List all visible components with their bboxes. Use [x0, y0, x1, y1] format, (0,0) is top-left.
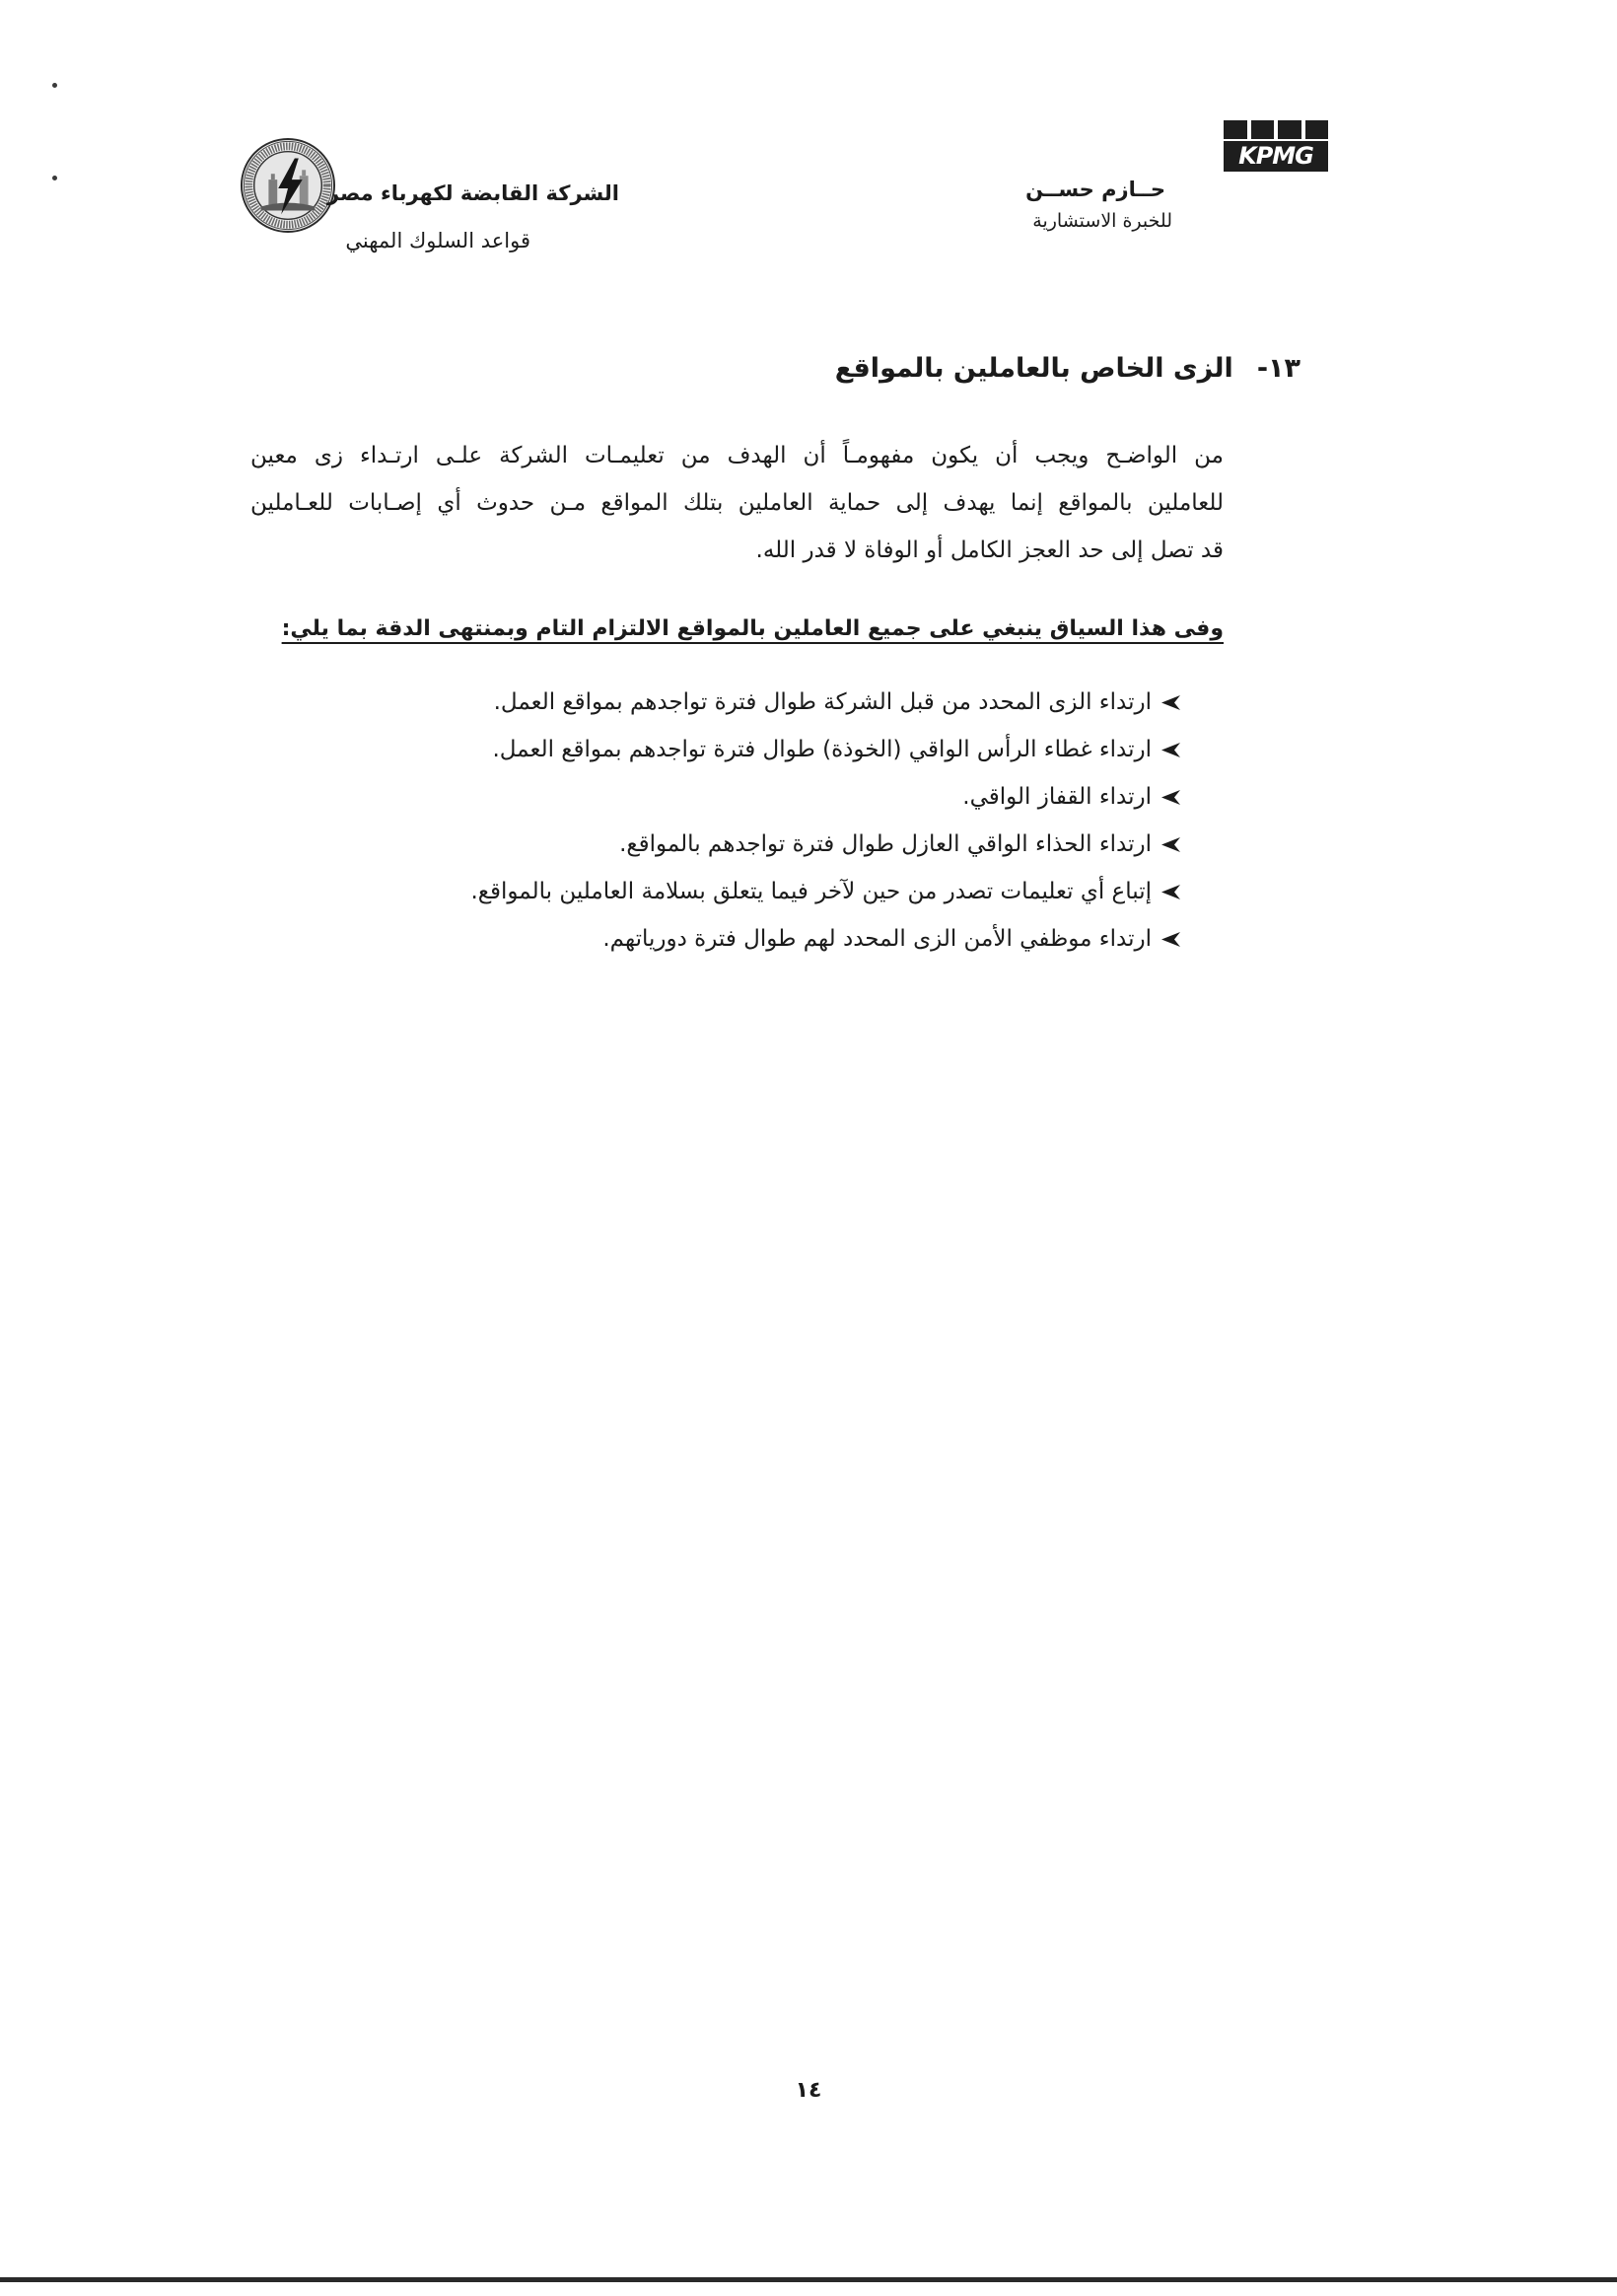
section-title: الزى الخاص بالعاملين بالمواقع: [834, 353, 1233, 384]
intro-paragraph: [250, 432, 1224, 574]
list-item-text: ارتداء الزى المحدد من قبل الشركة طوال فترة تواجدهم بمواقع العمل.: [493, 689, 1152, 715]
footer-rule: [0, 2277, 1617, 2282]
consultant-logo: [1224, 120, 1328, 172]
list-item: [470, 821, 1180, 868]
list-item: [470, 726, 1180, 773]
scan-dot: [52, 83, 57, 88]
logo-bar: [1305, 120, 1329, 139]
logo-bar: [1251, 120, 1275, 139]
intro-line: من الواضـح ويجب أن يكون مفهومـاً أن الهدف من تعليمـات الشركة علـى ارتـداء زى معين: [250, 443, 1224, 468]
list-item-text: ارتداء القفاز الواقي.: [962, 784, 1152, 810]
arrowhead-bullet-icon: [1161, 695, 1180, 710]
list-item-text: ارتداء موظفي الأمن الزى المحدد لهم طوال فترة دورياتهم.: [602, 926, 1152, 952]
consultant-subtitle: للخبرة الاستشارية: [1032, 210, 1172, 232]
arrowhead-bullet-icon: [1161, 932, 1180, 947]
logo-bar: [1278, 120, 1301, 139]
intro-line: قد تصل إلى حد العجز الكامل أو الوفاة لا قدر الله.: [755, 538, 1224, 563]
company-name: الشركة القابضة لكهرباء مصر: [326, 181, 619, 205]
list-item-text: ارتداء غطاء الرأس الواقي (الخوذة) طوال فترة تواجدهم بمواقع العمل.: [492, 737, 1152, 762]
section-number: ١٣-: [1256, 353, 1301, 384]
section-heading: [835, 349, 1301, 389]
intro-line: للعاملين بالمواقع إنما يهدف إلى حماية العاملين بتلك المواقع مـن حدوث أي إصـابات للعـاملين: [250, 490, 1224, 516]
page-number: ١٤: [795, 2078, 822, 2103]
list-item: [470, 915, 1180, 963]
scan-dot: [52, 176, 57, 180]
logo-wordmark: KPMG: [1224, 141, 1328, 172]
lead-in-text: وفى هذا السياق ينبغي على جميع العاملين بالمواقع الالتزام التام وبمنتهى الدقة بما يلي:: [281, 616, 1224, 641]
list-item: [470, 679, 1180, 726]
list-item-text: إتباع أي تعليمات تصدر من حين لآخر فيما يتعلق بسلامة العاملين بالمواقع.: [470, 879, 1152, 904]
consultant-name: حــازم حســن: [1025, 178, 1165, 201]
document-title: قواعد السلوك المهني: [345, 229, 530, 252]
list-item: [470, 773, 1180, 821]
requirements-list: [470, 679, 1180, 963]
company-seal-logo: [240, 137, 336, 234]
arrowhead-bullet-icon: [1161, 790, 1180, 805]
logo-bar: [1224, 120, 1247, 139]
logo-bars: [1224, 120, 1328, 139]
arrowhead-bullet-icon: [1161, 885, 1180, 899]
arrowhead-bullet-icon: [1161, 743, 1180, 757]
list-item: [470, 868, 1180, 915]
arrowhead-bullet-icon: [1161, 837, 1180, 852]
list-item-text: ارتداء الحذاء الواقي العازل طوال فترة تواجدهم بالمواقع.: [619, 831, 1152, 857]
